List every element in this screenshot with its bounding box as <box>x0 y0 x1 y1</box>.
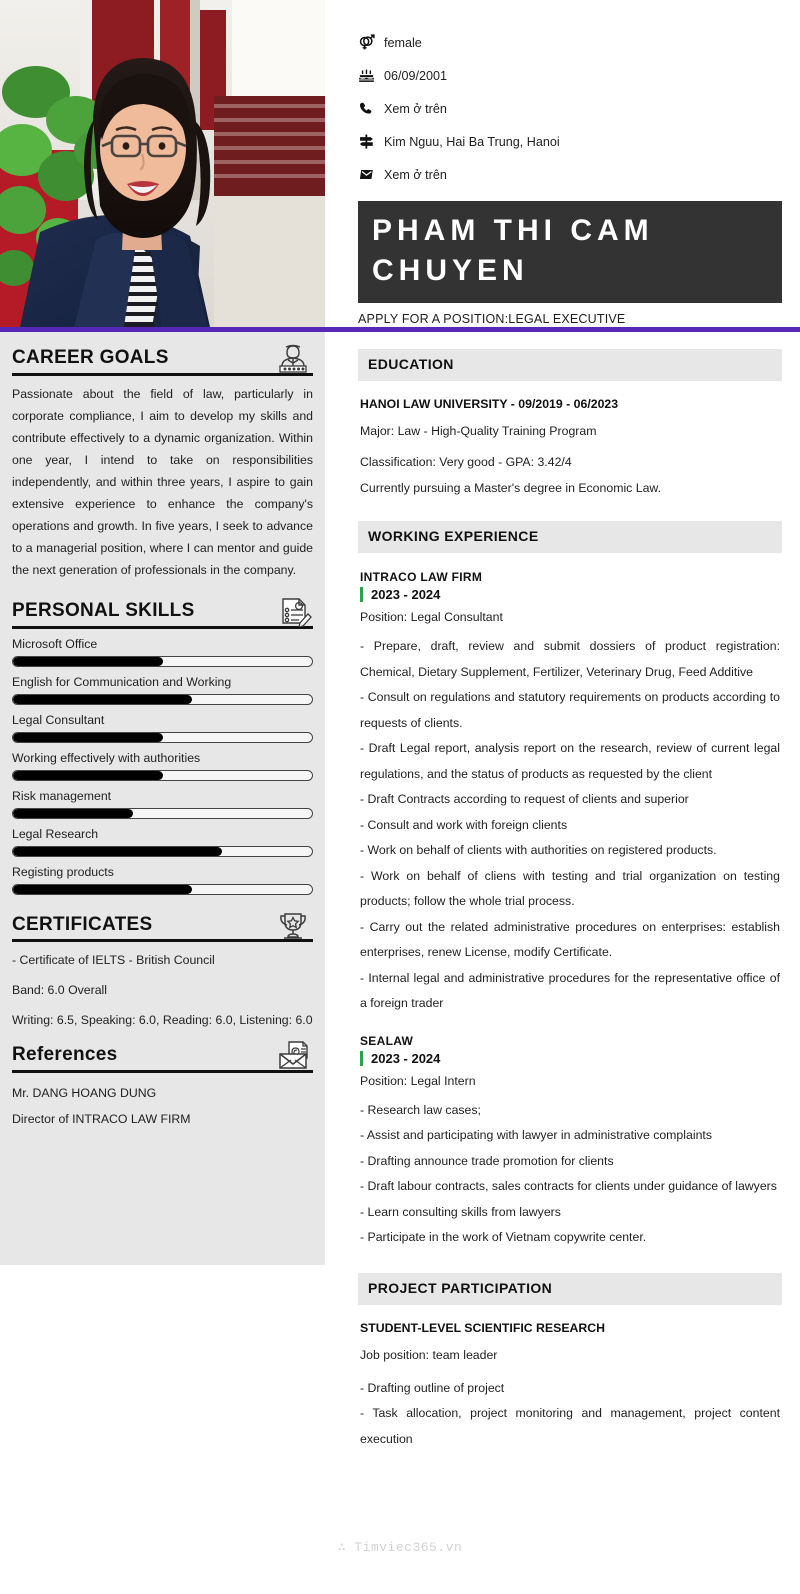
personal-skills-rule <box>12 626 313 629</box>
skill-progress-bar <box>12 884 313 895</box>
skill-progress-bar <box>12 770 313 781</box>
skill-progress-bar <box>12 656 313 667</box>
contact-item-birthday <box>358 59 782 92</box>
apply-position-line: APPLY FOR A POSITION:LEGAL EXECUTIVE <box>358 312 626 326</box>
skill-progress-bar <box>12 808 313 819</box>
job-date: 2023 - 2024 <box>371 587 441 602</box>
career-goals-heading: CAREER GOALS <box>12 347 169 368</box>
reference-line: Director of INTRACO LAW FIRM <box>12 1112 191 1126</box>
bullet: - Drafting outline of project <box>360 1380 505 1395</box>
certificates-header <box>12 913 313 940</box>
job-date: 2023 - 2024 <box>371 1050 441 1066</box>
education-section-header <box>358 349 782 381</box>
envelope-icon <box>358 166 384 183</box>
skill-progress-bar <box>12 732 313 743</box>
skill-item <box>12 675 313 705</box>
career-goals-text: Passionate about the field of law, particularly in corporate compliance, I aim to develop my skills and contribute effectively to a dynamic organization. Within one year, I intend to take on responsibilities independently, and within three years, I aspire to gain extensive experience to enhance the company's operations and growth. In five years, I seek to advance to a managerial position, where I can mentor and guide the next generation of professionals in the company. <box>12 386 313 577</box>
bullet: - Consult on regulations and statutory requirements on products according to requests of clients. <box>360 690 780 730</box>
certificate-line: Writing: 6.5, Speaking: 6.0, Reading: 6.0, Listening: 6.0 <box>12 1013 313 1028</box>
certificates-heading: CERTIFICATES <box>12 913 153 935</box>
references-header <box>12 1043 313 1070</box>
skill-item <box>12 865 313 895</box>
certificate-line: Band: 6.0 Overall <box>12 983 108 998</box>
career-goals-header <box>12 346 313 373</box>
skill-label: Microsoft Office <box>12 636 98 651</box>
bullet: - Research law cases; <box>360 1102 481 1117</box>
certificate-line: - Certificate of IELTS - British Council <box>12 953 215 968</box>
sidebar <box>0 332 325 1265</box>
skill-label: Legal Research <box>12 826 99 841</box>
name-banner <box>358 201 782 303</box>
skill-progress-fill <box>13 809 133 818</box>
project-position: Job position: team leader <box>360 1347 498 1362</box>
job-company: INTRACO LAW FIRM <box>360 570 483 584</box>
skill-item <box>12 789 313 819</box>
skill-progress-bar <box>12 846 313 857</box>
reference-line: Mr. DANG HOANG DUNG <box>12 1086 157 1100</box>
birthday-cake-icon <box>358 67 384 84</box>
job-position: Position: Legal Intern <box>360 1073 476 1088</box>
bullet: - Work on behalf of cliens with testing and trial organization on testing products; follow the whole trial process. <box>360 868 780 908</box>
job-bullets <box>360 1098 780 1251</box>
skill-progress-fill <box>13 847 222 856</box>
contact-value: Xem ở trên <box>384 167 447 182</box>
green-accent-bar <box>360 1051 363 1066</box>
experience-section-header <box>358 521 782 553</box>
job-bullets <box>360 634 780 1017</box>
skill-label: Working effectively with authorities <box>12 750 201 765</box>
job-date-row <box>360 1051 780 1066</box>
job-entry <box>360 1034 780 1251</box>
bullet: - Prepare, draft, review and submit dossiers of product registration: Chemical, Dietary Supplement, Fertilizer, Veterinary Drug, Feed Additive <box>360 639 780 679</box>
bullet: - Drafting announce trade promotion for clients <box>360 1153 614 1168</box>
skill-progress-fill <box>13 885 192 894</box>
skill-label: Legal Consultant <box>12 712 105 727</box>
spacer <box>12 895 313 913</box>
personal-skills-header <box>12 599 313 626</box>
job-entry <box>360 570 780 1017</box>
career-goals-section <box>12 346 313 581</box>
bullet: - Learn consulting skills from lawyers <box>360 1204 561 1219</box>
bullet: - Work on behalf of clients with authorities on registered products. <box>360 843 717 857</box>
references-rule <box>12 1070 313 1073</box>
site-watermark: ∴ Timviec365.vn <box>337 1540 463 1555</box>
contact-value: female <box>384 35 422 50</box>
skill-progress-fill <box>13 657 163 666</box>
education-body <box>358 397 782 499</box>
bullet: - Task allocation, project monitoring and management, project content execution <box>360 1406 780 1446</box>
education-school: HANOI LAW UNIVERSITY - 09/2019 - 06/2023 <box>360 397 619 411</box>
signpost-icon <box>358 133 384 150</box>
consultant-person-icon <box>273 342 313 374</box>
spacer <box>12 581 313 599</box>
bullet: - Draft labour contracts, sales contracts for clients under guidance of lawyers <box>360 1179 777 1193</box>
project-body <box>358 1321 782 1453</box>
skill-progress-fill <box>13 771 163 780</box>
certificates-section <box>12 913 313 1032</box>
bullet: - Carry out the related administrative procedures on enterprises: establish enterprises, renew License, modify Certificate. <box>360 919 780 959</box>
contact-value: Kim Nguu, Hai Ba Trung, Hanoi <box>384 134 560 149</box>
candidate-name: PHAM THI CAM CHUYEN <box>372 214 654 287</box>
contact-item-phone <box>358 92 782 125</box>
personal-skills-section <box>12 599 313 895</box>
contact-value: 06/09/2001 <box>384 68 448 83</box>
skill-item <box>12 637 313 667</box>
contact-value: Xem ở trên <box>384 101 447 116</box>
skill-label: Risk management <box>12 788 112 803</box>
references-heading: References <box>12 1044 118 1066</box>
bullet: - Consult and work with foreign clients <box>360 817 568 832</box>
project-section-header <box>358 1273 782 1305</box>
spacer <box>12 1031 313 1043</box>
bullet: - Internal legal and administrative procedures for the representative office of a foreign trader <box>360 970 780 1010</box>
project-heading: PROJECT PARTICIPATION <box>368 1279 553 1296</box>
bullet: - Participate in the work of Vietnam copywrite center. <box>360 1230 647 1244</box>
skill-progress-fill <box>13 733 163 742</box>
checklist-pencil-icon <box>273 595 313 627</box>
education-line: Currently pursuing a Master's degree in Economic Law. <box>360 481 662 495</box>
job-date-row <box>360 587 780 602</box>
green-accent-bar <box>360 587 363 602</box>
skill-label: English for Communication and Working <box>12 674 232 689</box>
education-heading: EDUCATION <box>368 356 454 372</box>
contact-item-email <box>358 158 782 191</box>
skill-item <box>12 827 313 857</box>
experience-body <box>358 570 782 1251</box>
bullet: - Draft Legal report, analysis report on the research, review of current legal regulations, and the status of products as requested by the client <box>360 741 780 781</box>
mail-card-icon <box>273 1039 313 1071</box>
education-line: Classification: Very good - GPA: 3.42/4 <box>360 455 572 469</box>
contact-item-address <box>358 125 782 158</box>
career-goals-rule <box>12 373 313 376</box>
project-title: STUDENT-LEVEL SCIENTIFIC RESEARCH <box>360 1320 606 1335</box>
education-line: Major: Law - High-Quality Training Program <box>360 424 597 438</box>
bullet: - Draft Contracts according to request of clients and superior <box>360 792 689 806</box>
job-position: Position: Legal Consultant <box>360 610 503 624</box>
contact-item-gender <box>358 26 782 59</box>
phone-icon <box>358 101 384 117</box>
job-company: SEALAW <box>360 1033 414 1048</box>
contact-list <box>358 0 782 191</box>
profile-photo <box>0 0 325 327</box>
certificates-rule <box>12 939 313 942</box>
project-bullets <box>360 1376 780 1453</box>
skill-item <box>12 713 313 743</box>
personal-skills-heading: PERSONAL SKILLS <box>12 599 195 621</box>
references-section <box>12 1043 313 1132</box>
gender-icon <box>358 34 384 51</box>
photo-illustration <box>0 0 325 327</box>
skill-progress-bar <box>12 694 313 705</box>
skill-label: Registing products <box>12 864 114 879</box>
skill-progress-fill <box>13 695 192 704</box>
bullet: - Assist and participating with lawyer in administrative complaints <box>360 1128 712 1142</box>
skill-item <box>12 751 313 781</box>
main-column <box>358 0 782 1452</box>
experience-heading: WORKING EXPERIENCE <box>368 528 539 544</box>
trophy-icon <box>273 909 313 941</box>
